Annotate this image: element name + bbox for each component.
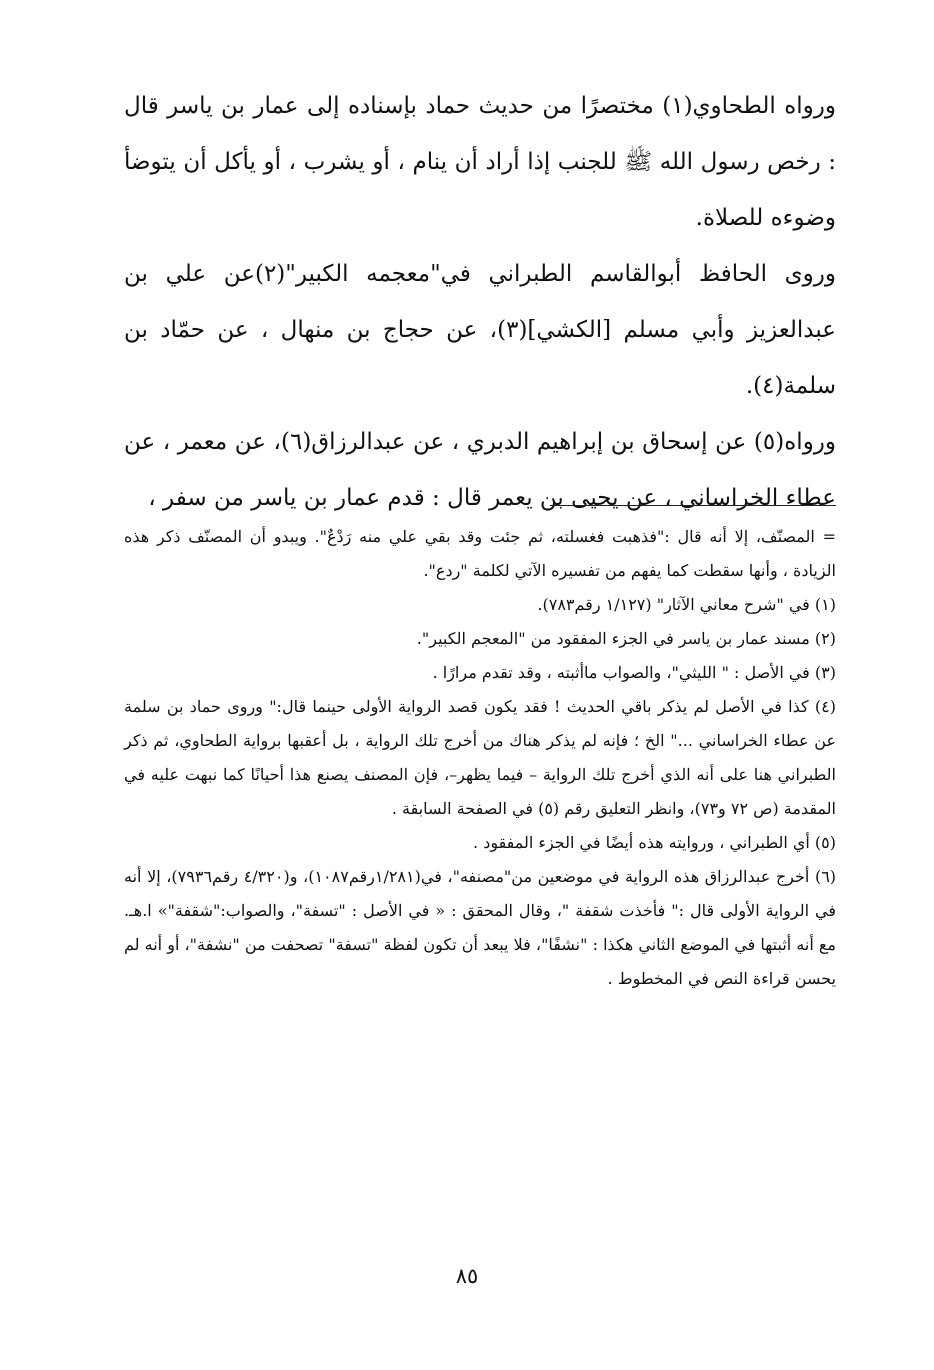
footnote-5: (٥) أي الطبراني ، وروايته هذه أيضًا في الجزء المفقود . [473,833,836,852]
footnote-2: (٢) مسند عمار بن ياسر في الجزء المفقود من "المعجم الكبير". [416,629,836,648]
main-paragraph-1: ورواه الطحاوي(١) مختصرًا من حديث حماد بإسناده إلى عمار بن ياسر قال : رخص رسول الله ﷺ للجنب إذا أراد أن ينام ، أو يشرب ، أو يأكل أن يتوضأ وضوءه للصلاة. [124,93,836,231]
main-text [124,78,836,526]
footnote-continuation: = المصنّف، إلا أنه قال :"فذهبت فغسلته، ثم جئت وقد بقي علي منه رَدْعٌ". ويبدو أن المصنّف ذكر هذه الزيادة ، وأنها سقطت كما يفهم من تفسيره الآتي لكلمة "ردع". [124,527,836,580]
footnote-divider [550,505,836,506]
footnote-6: (٦) أخرج عبدالرزاق هذه الرواية في موضعين من"مصنفه"، في(١/٢٨١رقم١٠٨٧)، و(٤/٣٢٠ رقم٧٩٣٦)، إلا أنه في الرواية الأولى قال :" فأخذت شقفة "، وقال المحقق : « في الأصل : "تسفة"، والصواب:"شقفة"» ا.هـ. مع أنه أثبتها في الموضع الثاني هكذا : "نشفًا"، فلا يبعد أن تكون لفظة "تسفة" تصحفت من "نشفة"، أو أنه لم يحسن قراءة النص في المخطوط . [124,867,837,988]
page-number: ٨٥ [455,1264,479,1288]
main-paragraph-2: وروى الحافظ أبوالقاسم الطبراني في"معجمه الكبير"(٢)عن علي بن عبدالعزيز وأبي مسلم [الكشي](٣)، عن حجاج بن منهال ، عن حمّاد بن سلمة(٤). [124,261,836,399]
footnote-4: (٤) كذا في الأصل لم يذكر باقي الحديث ! فقد يكون قصد الرواية الأولى حينما قال:" وروى حماد بن سلمة عن عطاء الخراساني ..." الخ ؛ فإنه لم يذكر هناك من أخرج تلك الرواية ، بل أعقبها برواية الطحاوي، ثم ذكر الطبراني هنا على أنه الذي أخرج تلك الرواية – فيما يظهر–، فإن المصنف يصنع هذا أحيانًا كما نبهت عليه في المقدمة (ص ٧٢ و٧٣)، وانظر التعليق رقم (٥) في الصفحة السابقة . [124,697,837,818]
footnote-1: (١) في "شرح معاني الآثار" (١/١٢٧ رقم٧٨٣). [537,595,836,614]
main-paragraph-3: ورواه(٥) عن إسحاق بن إبراهيم الدبري ، عن عبدالرزاق(٦)، عن معمر ، عن عطاء الخراساني ، عن يحيى بن يعمر قال : قدم عمار بن ياسر من سفر ، [124,429,837,511]
footnotes [124,520,836,996]
footnote-3: (٣) في الأصل : " الليثي"، والصواب ماأثبته ، وقد تقدم مرارًا . [432,663,836,682]
